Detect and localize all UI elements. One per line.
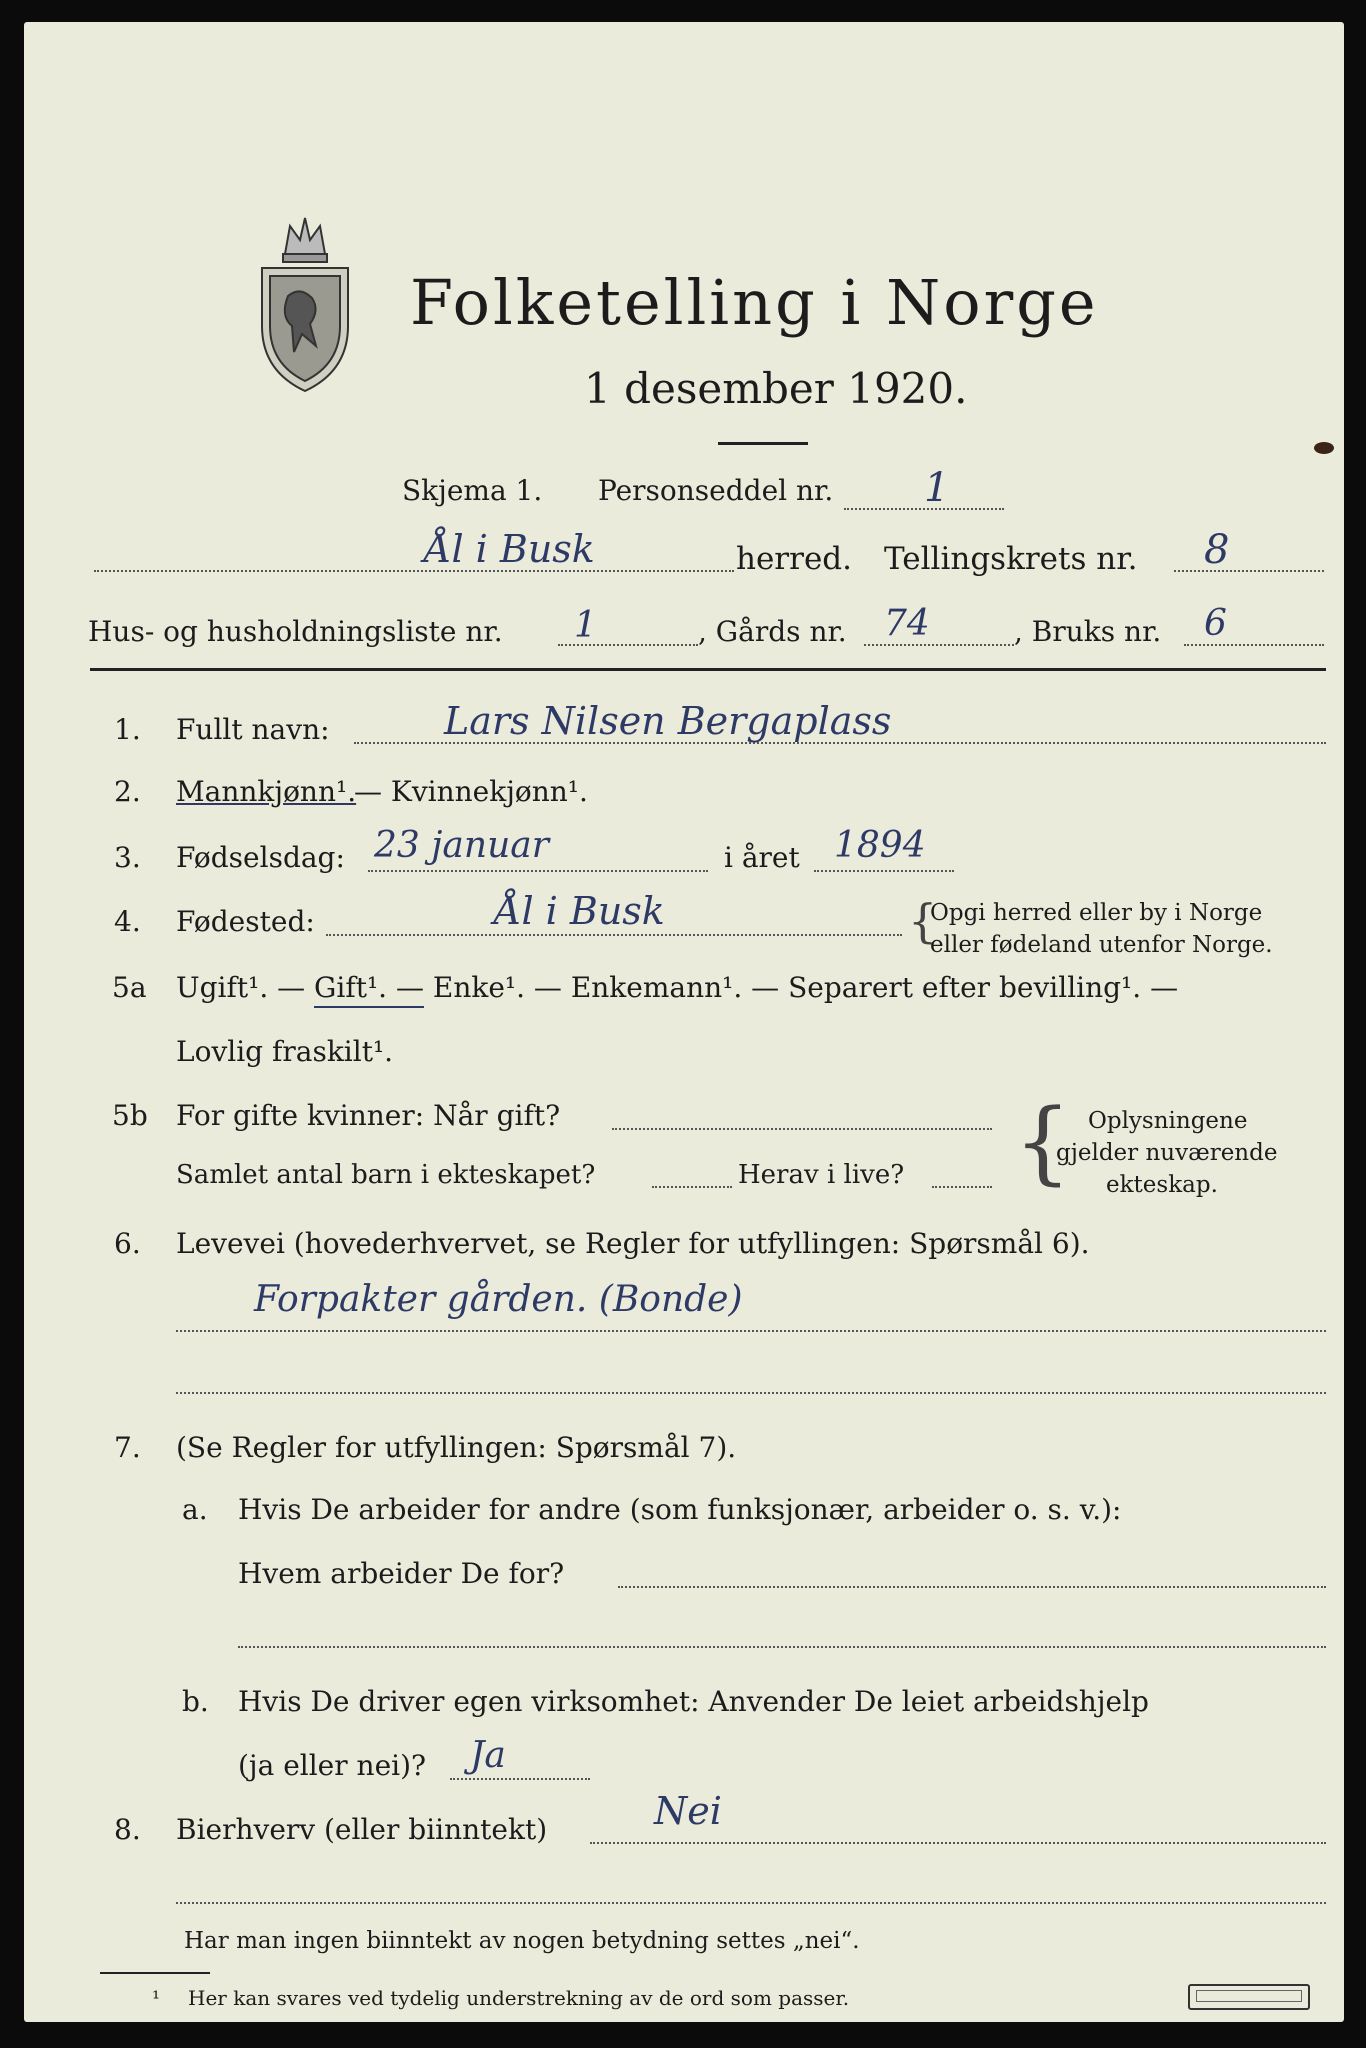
q1-value[interactable]: Lars Nilsen Bergaplass bbox=[444, 699, 892, 743]
q2-female[interactable]: — Kvinnekjønn¹. bbox=[354, 775, 588, 808]
skjema-label: Skjema 1. bbox=[402, 474, 543, 507]
footnote-rule bbox=[100, 1972, 210, 1974]
q5a-number: 5a bbox=[112, 971, 147, 1004]
q4-note-1: Opgi herred eller by i Norge bbox=[930, 900, 1263, 926]
q6-label: Levevei (hovederhvervet, se Regler for utfyllingen: Spørsmål 6). bbox=[176, 1227, 1090, 1260]
personseddel-value[interactable]: 1 bbox=[924, 465, 950, 511]
q5a-options-2[interactable]: Lovlig fraskilt¹. bbox=[176, 1035, 394, 1068]
footer-note: Har man ingen biinntekt av nogen betydning settes „nei“. bbox=[184, 1928, 860, 1954]
tellingskrets-label: Tellingskrets nr. bbox=[884, 541, 1138, 577]
bruks-label: , Bruks nr. bbox=[1014, 615, 1162, 648]
q8-line bbox=[590, 1842, 1326, 1844]
q5b-label-1: For gifte kvinner: Når gift? bbox=[176, 1099, 561, 1132]
herred-value[interactable]: Ål i Busk bbox=[424, 527, 595, 571]
gards-label: , Gårds nr. bbox=[698, 615, 847, 648]
herred-line bbox=[94, 570, 734, 572]
hus-value[interactable]: 1 bbox=[574, 605, 597, 646]
q6-line-1 bbox=[176, 1330, 1326, 1332]
q5b-label-2: Samlet antal barn i ekteskapet? bbox=[176, 1160, 596, 1190]
q2-male[interactable]: Mannkjønn¹. bbox=[176, 775, 357, 808]
q5b-label-3: Herav i live? bbox=[738, 1160, 905, 1190]
ink-spot bbox=[1314, 442, 1334, 454]
gards-line bbox=[864, 644, 1014, 646]
q5a-options[interactable]: Ugift¹. — Gift¹. — Enke¹. — Enkemann¹. — Separert efter bevilling¹. — bbox=[176, 971, 1179, 1004]
q7a-text: Hvis De arbeider for andre (som funksjonær, arbeider o. s. v.): bbox=[238, 1493, 1122, 1526]
q8-line-2 bbox=[176, 1902, 1326, 1904]
header-rule bbox=[90, 668, 1326, 671]
printer-stamp-icon bbox=[1188, 1984, 1310, 2010]
title-divider bbox=[718, 442, 808, 445]
q8-number: 8. bbox=[114, 1813, 141, 1846]
q1-label: Fullt navn: bbox=[176, 713, 330, 746]
form-title: Folketelling i Norge bbox=[410, 266, 1099, 339]
q7b-value[interactable]: Ja bbox=[470, 1735, 506, 1776]
q5b-note-3: ekteskap. bbox=[1106, 1172, 1218, 1198]
q3-value[interactable]: 23 januar bbox=[374, 825, 549, 866]
q4-number: 4. bbox=[114, 905, 141, 938]
gards-value[interactable]: 74 bbox=[884, 603, 930, 644]
q5b-note-2: gjelder nuværende bbox=[1056, 1140, 1278, 1166]
q3-year-value[interactable]: 1894 bbox=[834, 825, 926, 866]
q7a-letter: a. bbox=[182, 1493, 208, 1526]
herred-label: herred. bbox=[736, 541, 852, 577]
personseddel-label: Personseddel nr. bbox=[598, 474, 834, 507]
q5b-brace: { bbox=[1014, 1090, 1072, 1195]
census-date: 1 desember 1920. bbox=[584, 364, 968, 413]
q5b-note-1: Oplysningene bbox=[1088, 1108, 1248, 1134]
norwegian-coat-of-arms-icon bbox=[250, 206, 360, 396]
q3-label: Fødselsdag: bbox=[176, 841, 345, 874]
q4-note-2: eller fødeland utenfor Norge. bbox=[930, 932, 1273, 958]
q4-value[interactable]: Ål i Busk bbox=[494, 889, 665, 933]
q4-brace: { bbox=[908, 894, 938, 948]
q7a-line-2 bbox=[238, 1646, 1326, 1648]
q7-label: (Se Regler for utfyllingen: Spørsmål 7). bbox=[176, 1431, 737, 1464]
tellingskrets-value[interactable]: 8 bbox=[1204, 527, 1230, 573]
tellingskrets-line bbox=[1174, 570, 1324, 572]
q6-value[interactable]: Forpakter gården. (Bonde) bbox=[254, 1279, 743, 1320]
q3-year-label: i året bbox=[724, 841, 800, 874]
q7b-line bbox=[450, 1778, 590, 1780]
q7b-question: (ja eller nei)? bbox=[238, 1749, 427, 1782]
q3-year-line bbox=[814, 870, 954, 872]
q7b-letter: b. bbox=[182, 1685, 209, 1718]
q4-line bbox=[326, 934, 902, 936]
q8-value[interactable]: Nei bbox=[654, 1789, 722, 1833]
gift-underline bbox=[314, 1006, 424, 1008]
q6-line-2 bbox=[176, 1392, 1326, 1394]
q5b-line-3 bbox=[932, 1186, 992, 1188]
q4-label: Fødested: bbox=[176, 905, 315, 938]
footnote-text: Her kan svares ved tydelig understrekning av de ord som passer. bbox=[188, 1986, 850, 2010]
q3-line bbox=[368, 870, 708, 872]
q7a-line-1 bbox=[618, 1586, 1326, 1588]
q7a-question: Hvem arbeider De for? bbox=[238, 1557, 565, 1590]
hus-label: Hus- og husholdningsliste nr. bbox=[88, 615, 503, 648]
q5b-line-2 bbox=[652, 1186, 732, 1188]
q8-label: Bierhverv (eller biinntekt) bbox=[176, 1813, 548, 1846]
q7-number: 7. bbox=[114, 1431, 141, 1464]
footnote-mark: ¹ bbox=[152, 1986, 161, 2010]
q1-number: 1. bbox=[114, 713, 141, 746]
q3-number: 3. bbox=[114, 841, 141, 874]
q5b-number: 5b bbox=[112, 1099, 148, 1132]
q7b-text: Hvis De driver egen virksomhet: Anvender De leiet arbeidshjelp bbox=[238, 1685, 1149, 1718]
q5b-line-1 bbox=[612, 1128, 992, 1130]
q6-number: 6. bbox=[114, 1227, 141, 1260]
census-form bbox=[24, 22, 1344, 2022]
q2-number: 2. bbox=[114, 775, 141, 808]
bruks-value[interactable]: 6 bbox=[1204, 603, 1227, 644]
bruks-line bbox=[1184, 644, 1324, 646]
